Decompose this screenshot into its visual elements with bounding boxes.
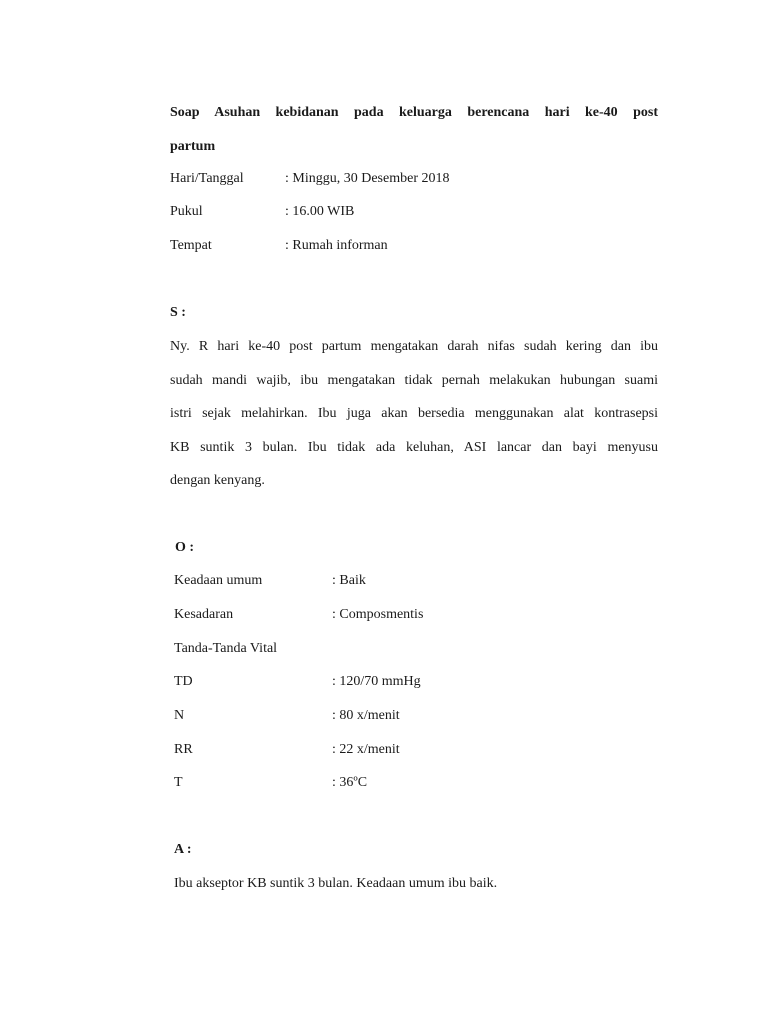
field-value: : 120/70 mmHg — [332, 674, 421, 689]
title-line-2: partum — [170, 139, 216, 154]
field-keadaan-umum — [174, 571, 658, 591]
field-label: Kesadaran — [174, 607, 234, 622]
assessment-text: Ibu akseptor KB suntik 3 bulan. Keadaan umum ibu baik. — [174, 876, 498, 891]
field-value: : 16.00 WIB — [285, 204, 355, 219]
field-td — [174, 672, 658, 692]
field-label: T — [174, 775, 183, 790]
field-label: Pukul — [170, 204, 203, 219]
field-label: RR — [174, 742, 193, 757]
field-hari-tanggal — [170, 169, 658, 189]
field-tanda-vital — [174, 639, 658, 659]
field-label: TD — [174, 674, 193, 689]
paragraph-line: sudah mandi wajib, ibu mengatakan tidak pernah melakukan hubungan suami — [170, 372, 658, 388]
field-label: Tempat — [170, 238, 212, 253]
subjective-paragraph — [170, 330, 658, 498]
section-heading-o: O : — [175, 540, 195, 555]
field-value: : 36ºC — [332, 775, 368, 790]
section-heading-a: A : — [174, 842, 192, 857]
field-tempat — [170, 236, 658, 256]
paragraph-line: istri sejak melahirkan. Ibu juga akan bersedia menggunakan alat kontrasepsi — [170, 406, 658, 421]
paragraph-line: dengan kenyang. — [170, 473, 265, 488]
field-value: : Composmentis — [332, 607, 424, 622]
field-value: : 80 x/menit — [332, 708, 400, 723]
field-label: Keadaan umum — [174, 573, 263, 588]
paragraph-line: KB suntik 3 bulan. Ibu tidak ada keluhan, ASI lancar dan bayi menyusu — [170, 439, 658, 455]
field-value: : Rumah informan — [285, 238, 388, 253]
field-label: Tanda-Tanda Vital — [174, 641, 278, 656]
section-heading-s: S : — [170, 305, 186, 320]
field-label: Hari/Tanggal — [170, 171, 244, 186]
field-value: : 22 x/menit — [332, 742, 400, 757]
field-n — [174, 706, 658, 726]
title-line-1: Soap Asuhan kebidanan pada keluarga berencana hari ke-40 post — [170, 105, 658, 120]
field-value: : Baik — [332, 573, 366, 588]
field-pukul — [170, 202, 658, 222]
field-value: : Minggu, 30 Desember 2018 — [285, 171, 450, 186]
paragraph-line: Ny. R hari ke-40 post partum mengatakan darah nifas sudah kering dan ibu — [170, 339, 658, 354]
field-kesadaran — [174, 605, 658, 625]
field-label: N — [174, 708, 185, 723]
document-title — [170, 96, 658, 164]
field-t — [174, 773, 658, 793]
field-rr — [174, 740, 658, 760]
